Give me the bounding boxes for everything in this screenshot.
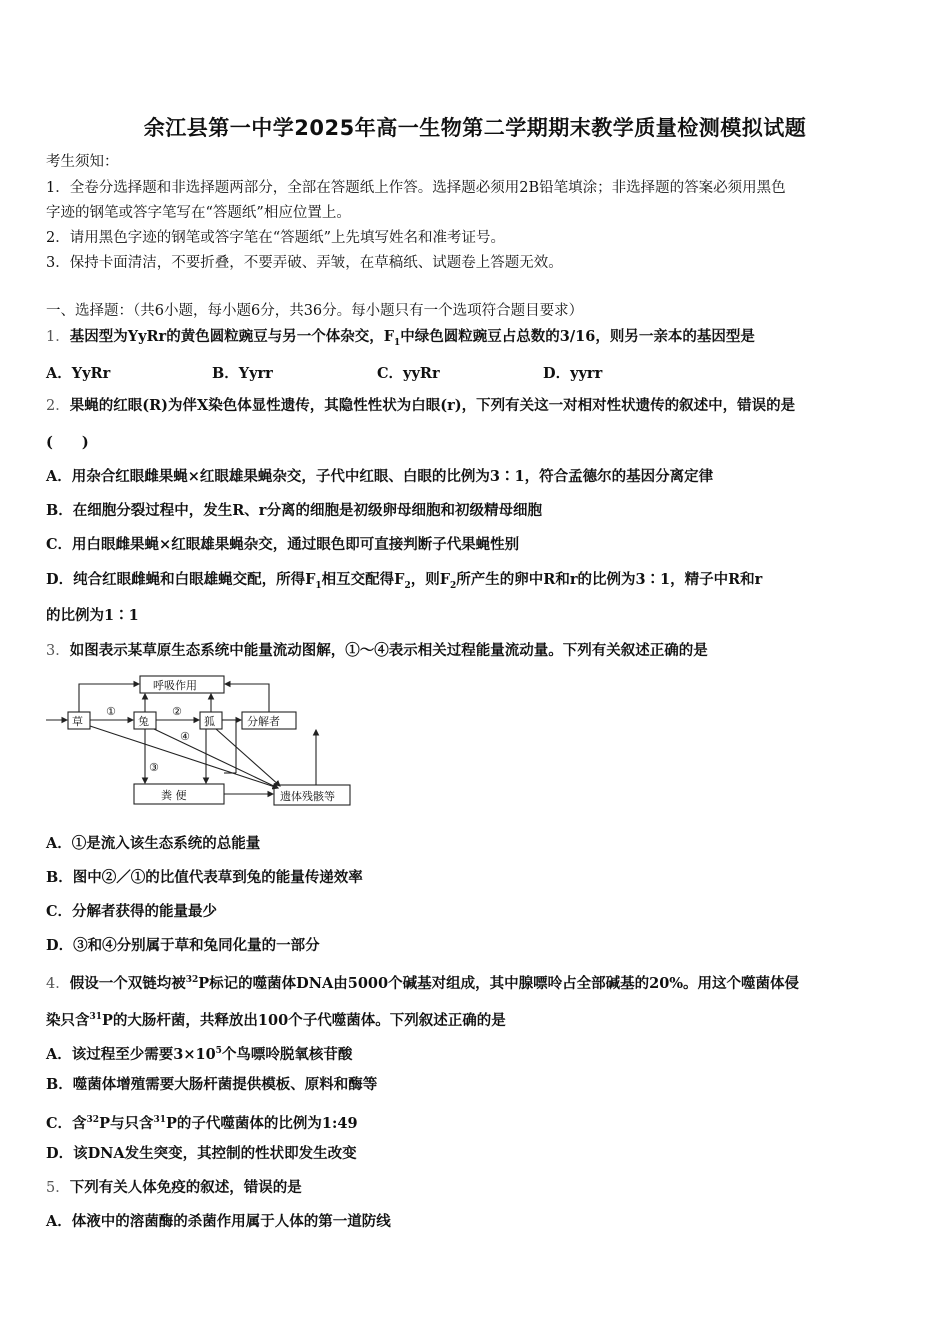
- energy-flow-diagram: [46, 668, 358, 813]
- question-text: 果蝇的红眼(R)为伴X染色体显性遗传，其隐性性状为白眼(r)，下列有关这一对相对性状遗传的叙述中，错误的是: [69, 397, 796, 414]
- marker-2: ②: [172, 705, 182, 718]
- subscript: 1: [315, 580, 322, 591]
- q2-option-a[interactable]: A．用杂合红眼雌果蝇×红眼雄果蝇杂交，子代中红眼、白眼的比例为3∶1，符合孟德尔的基因分离定律: [46, 468, 714, 485]
- question-text: 基因型为YyRr的黄色圆粒豌豆与另一个体杂交，F: [69, 328, 394, 345]
- superscript: 31: [89, 1012, 103, 1022]
- question-1: [46, 327, 908, 353]
- q2-option-d[interactable]: [46, 570, 908, 596]
- q3-option-d[interactable]: D．③和④分别属于草和兔同化量的一部分: [46, 937, 320, 954]
- question-text: P的大肠杆菌，共释放出100个子代噬菌体。下列叙述正确的是: [102, 1011, 506, 1029]
- marker-1: ①: [106, 705, 116, 718]
- q3-option-c[interactable]: C．分解者获得的能量最少: [46, 903, 218, 920]
- q4-option-a[interactable]: [46, 1041, 908, 1065]
- grass-label: 草: [72, 715, 83, 728]
- fox-label: 狐: [204, 715, 215, 728]
- notice-heading: 考生须知：: [46, 154, 119, 170]
- superscript: 5: [215, 1046, 222, 1056]
- exam-title: 余江县第一中学2025年高一生物第二学期期末教学质量检测模拟试题: [143, 116, 807, 140]
- notice-item-1: 1．全卷分选择题和非选择题两部分，全部在答题纸上作答。选择题必须用2B铅笔填涂；非选择题的答案必须用黑色: [46, 180, 786, 196]
- decomposer-label: 分解者: [247, 715, 280, 728]
- respiration-label: 呼吸作用: [153, 679, 197, 692]
- marker-3: ③: [149, 761, 159, 774]
- option-text: D．纯合红眼雌蝇和白眼雄蝇交配，所得F: [46, 571, 316, 588]
- question-number: 2．: [46, 398, 70, 414]
- superscript: 32: [86, 1115, 100, 1125]
- q4-option-d[interactable]: D．该DNA发生突变，其控制的性状即发生改变: [46, 1145, 357, 1162]
- q3-option-b[interactable]: B．图中②／①的比值代表草到兔的能量传递效率: [46, 869, 363, 886]
- question-number: 1．: [46, 329, 70, 345]
- q4-option-b[interactable]: B．噬菌体增殖需要大肠杆菌提供模板、原料和酶等: [46, 1076, 378, 1093]
- q1-option-a[interactable]: A．YyRr: [46, 365, 111, 382]
- option-text: ，则F: [410, 571, 450, 588]
- notice-item-3: 3．保持卡面清洁，不要折叠，不要弄破、弄皱，在草稿纸、试题卷上答题无效。: [46, 255, 563, 271]
- question-number: 4．: [46, 975, 70, 992]
- subscript: 2: [450, 580, 457, 591]
- q5-option-a[interactable]: A．体液中的溶菌酶的杀菌作用属于人体的第一道防线: [46, 1213, 391, 1230]
- question-text: 染只含: [46, 1011, 90, 1029]
- q1-option-c[interactable]: C．yyRr: [377, 365, 440, 382]
- option-text: A．该过程至少需要3×10: [46, 1045, 216, 1063]
- notice-item-2: 2．请用黑色字迹的钢笔或答字笔在“答题纸”上先填写姓名和准考证号。: [46, 230, 506, 246]
- option-text: P与只含: [99, 1114, 154, 1132]
- q2-option-c[interactable]: C．用白眼雌果蝇×红眼雄果蝇杂交，通过眼色即可直接判断子代果蝇性别: [46, 536, 520, 553]
- superscript: 31: [153, 1115, 167, 1125]
- option-text: P的子代噬菌体的比例为1:49: [166, 1114, 358, 1132]
- question-4-cont: [46, 1007, 908, 1031]
- question-text: 中绿色圆粒豌豆占总数的3/16，则另一亲本的基因型是: [400, 328, 755, 345]
- notice-item-1-cont: 字迹的钢笔或答字笔写在“答题纸”相应位置上。: [46, 205, 351, 221]
- subscript: 1: [394, 337, 401, 348]
- rabbit-label: 兔: [138, 715, 149, 728]
- q1-option-d[interactable]: D．yyrr: [543, 365, 603, 382]
- option-text: 所产生的卵中R和r的比例为3∶1，精子中R和r: [456, 571, 763, 588]
- remains-label: 遗体残骸等: [280, 790, 335, 803]
- option-text: 个鸟嘌呤脱氧核苷酸: [221, 1045, 353, 1063]
- q3-option-a[interactable]: A．①是流入该生态系统的总能量: [46, 835, 261, 852]
- question-2: [46, 396, 908, 416]
- question-text: 下列有关人体免疫的叙述，错误的是: [69, 1179, 302, 1196]
- question-3: [46, 641, 908, 661]
- question-5: [46, 1178, 908, 1198]
- question-text: 如图表示某草原生态系统中能量流动图解，①～④表示相关过程能量流动量。下列有关叙述正确的是: [69, 642, 708, 659]
- question-text: P标记的噬菌体DNA由5000个碱基对组成，其中腺嘌呤占全部碱基的20%。用这个噬菌体侵: [198, 974, 800, 992]
- question-number: 3．: [46, 643, 70, 659]
- subscript: 2: [404, 580, 411, 591]
- q1-option-b[interactable]: B．Yyrr: [212, 365, 273, 382]
- feces-label: 粪 便: [161, 789, 187, 802]
- question-text: 假设一个双链均被: [69, 974, 186, 992]
- option-text: 相互交配得F: [321, 571, 405, 588]
- q2-option-d-cont: 的比例为1∶1: [46, 607, 139, 624]
- superscript: 32: [185, 975, 199, 985]
- option-text: C．含: [46, 1114, 87, 1132]
- question-4: [46, 970, 908, 994]
- answer-paren: ( ): [46, 434, 89, 451]
- section-heading: 一、选择题：（共6小题，每小题6分，共36分。每小题只有一个选项符合题目要求）: [46, 303, 584, 319]
- q4-option-c[interactable]: [46, 1110, 908, 1134]
- q2-option-b[interactable]: B．在细胞分裂过程中，发生R、r分离的细胞是初级卵母细胞和初级精母细胞: [46, 502, 542, 519]
- marker-4: ④: [180, 730, 190, 743]
- question-number: 5．: [46, 1180, 70, 1196]
